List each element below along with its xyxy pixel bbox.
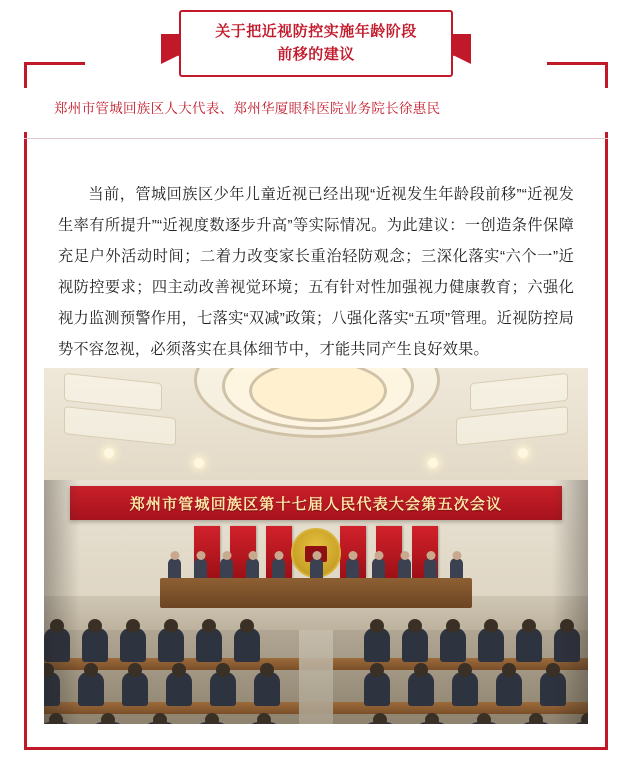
audience-member xyxy=(402,628,428,662)
presidium-member xyxy=(398,558,411,580)
audience-member xyxy=(254,672,280,706)
audience-member xyxy=(196,628,222,662)
audience-member xyxy=(248,722,280,724)
author-box xyxy=(24,88,608,132)
ceiling-panel xyxy=(470,373,568,411)
audience-member xyxy=(416,722,448,724)
ceiling-light xyxy=(194,458,204,468)
audience-member xyxy=(516,628,542,662)
author-divider xyxy=(24,138,608,139)
ceiling-panel xyxy=(64,406,176,446)
presidium-member xyxy=(310,558,323,580)
presidium-member xyxy=(272,558,285,580)
audience-member xyxy=(144,722,176,724)
presidium-member xyxy=(346,558,359,580)
photo-aisle xyxy=(299,630,333,724)
audience-member xyxy=(166,672,192,706)
audience-member xyxy=(468,722,500,724)
audience-member xyxy=(234,628,260,662)
presidium-member xyxy=(220,558,233,580)
ceiling-light xyxy=(428,458,438,468)
presidium-member xyxy=(372,558,385,580)
page-title-line1: 关于把近视防控实施年龄阶段 xyxy=(215,23,417,40)
audience-member xyxy=(408,672,434,706)
audience-member xyxy=(496,672,522,706)
page-title-line2: 前移的建议 xyxy=(277,46,355,63)
audience-member xyxy=(364,672,390,706)
photo-shading-right xyxy=(552,480,588,724)
presidium-member xyxy=(194,558,207,580)
photo-shading-left xyxy=(44,480,80,724)
presidium-desk xyxy=(160,578,472,608)
audience-member xyxy=(440,628,466,662)
audience-member xyxy=(78,672,104,706)
conference-banner-text: 郑州市管城回族区第十七届人民代表大会第五次会议 xyxy=(129,495,503,513)
audience-member xyxy=(122,672,148,706)
frame-edge-bottom xyxy=(24,747,608,750)
presidium-member xyxy=(424,558,437,580)
author-line: 郑州市管城回族区人大代表、郑州华厦眼科医院业务院长徐惠民 xyxy=(54,101,441,116)
body-paragraph: 当前，管城回族区少年儿童近视已经出现“近视发生年龄段前移”“近视发生率有所提升”“近视度数逐步升高”等实际情况。为此建议：一创造条件保障充足户外活动时间；二着力改变家长重治轻防观念；三深化落实“六个一”近视防控要求；四主动改善视觉环境；五有针对性加强视力健康教育；六强化视力监测预警作用，七落实“双减”政策；八强化落实“五项”管理。近视防控局势不容忽视，必须落实在具体细节中，才能共同产生良好效果。 xyxy=(58,186,574,359)
audience-member xyxy=(210,672,236,706)
audience-member xyxy=(82,628,108,662)
ceiling-panel xyxy=(64,373,162,411)
title-banner xyxy=(179,10,453,77)
conference-banner xyxy=(70,486,562,520)
audience-member xyxy=(120,628,146,662)
audience-member xyxy=(520,722,552,724)
ceiling-panel xyxy=(456,406,568,446)
audience-member xyxy=(158,628,184,662)
article-photo xyxy=(44,368,588,724)
presidium-member xyxy=(168,558,181,580)
presidium-member xyxy=(450,558,463,580)
ceiling-light xyxy=(518,448,528,458)
audience-member xyxy=(364,722,396,724)
presidium-member xyxy=(246,558,259,580)
audience-member xyxy=(478,628,504,662)
audience-member xyxy=(92,722,124,724)
conference-photo xyxy=(44,368,588,724)
photo-ceiling xyxy=(44,368,588,488)
article-content xyxy=(24,150,608,380)
audience-member xyxy=(364,628,390,662)
audience-member xyxy=(196,722,228,724)
audience-member xyxy=(452,672,478,706)
title-banner-wrap xyxy=(0,0,632,77)
ceiling-light xyxy=(104,448,114,458)
